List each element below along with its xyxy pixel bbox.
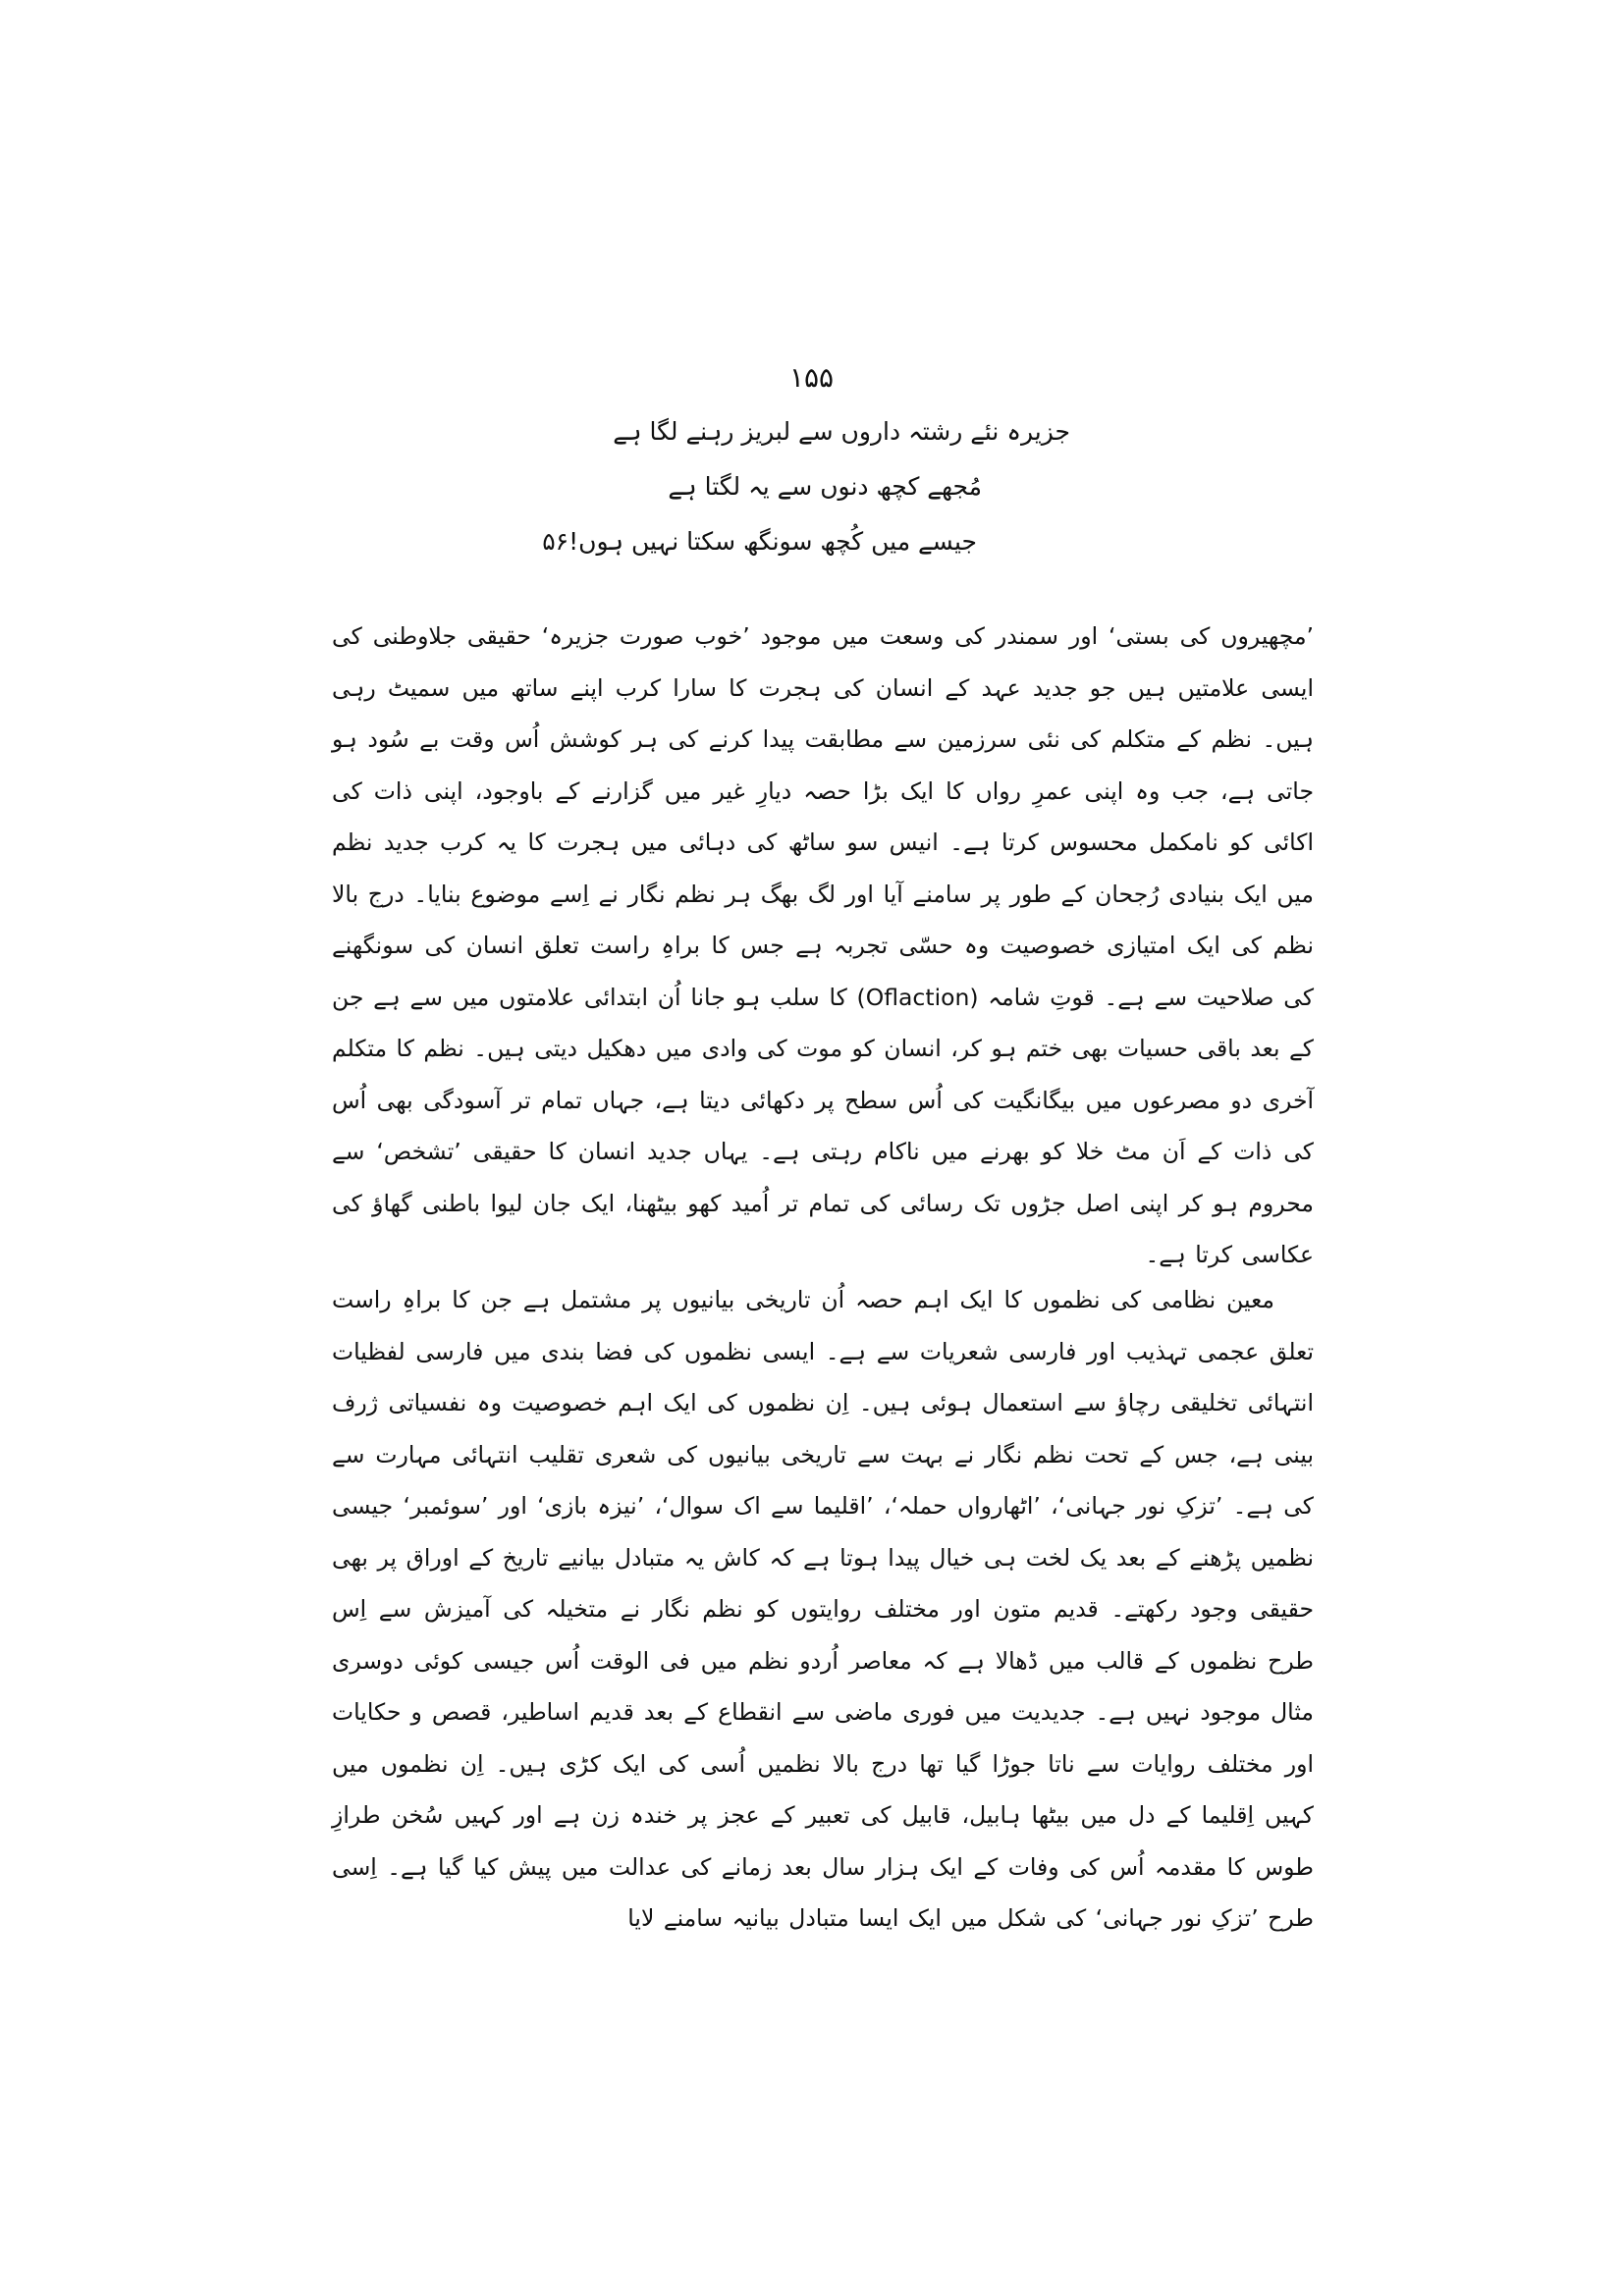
verse-line-3: جیسے میں کُچھ سونگھ سکتا نہیں ہوں!۵۶ [542,527,977,556]
verse-line-1: جزیرہ نئے رشتہ داروں سے لبریز رہنے لگا ہے [613,417,1070,446]
poem-excerpt [542,404,1070,569]
verse-line-2: مُجھے کچھ دنوں سے یہ لگتا ہے [668,472,982,501]
paragraph-2: معین نظامی کی نظموں کا ایک اہم حصہ اُن تاریخی بیانیوں پر مشتمل ہے جن کا براہِ راست تعلق عجمی تہذیب اور فارسی شعریات سے ہے۔ ایسی نظموں کی فضا بندی میں فارسی لفظیات انتہائی تخلیقی رچاؤ سے استعمال ہوئی ہیں۔ اِن نظموں کی ایک اہم خصوصیت وہ نفسیاتی ژرف بینی ہے، جس کے تحت نظم نگار نے بہت سے تاریخی بیانیوں کی شعری تقلیب انتہائی مہارت سے کی ہے۔ ’تزکِ نور جہانی‘، ’اٹھارواں حملہ‘، ’اقلیما سے اک سوال‘، ’نیزہ بازی‘ اور ’سوئمبر‘ جیسی نظمیں پڑھنے کے بعد یک لخت ہی خیال پیدا ہوتا ہے کہ کاش یہ متبادل بیانیے تاریخ کے اوراق پر بھی حقیقی وجود رکھتے۔ قدیم متون اور مختلف روایتوں کو نظم نگار نے متخیلہ کی آمیزش سے اِس طرح نظموں کے قالب میں ڈھالا ہے کہ معاصر اُردو نظم میں فی الوقت اُس جیسی کوئی دوسری مثال موجود نہیں ہے۔ جدیدیت میں فوری ماضی سے انقطاع کے بعد قدیم اساطیر، قصص و حکایات اور مختلف روایات سے ناتا جوڑا گیا تھا درج بالا نظمیں اُسی کی ایک کڑی ہیں۔ اِن نظموں میں کہیں اِقلیما کے دل میں بیٹھا ہابیل، قابیل کی تعبیر کے عجز پر خندہ زن ہے اور کہیں سُخن طرازِ طوس کا مقدمہ اُس کی وفات کے ایک ہزار سال بعد زمانے کی عدالت میں پیش کیا گیا ہے۔ اِسی طرح ’تزکِ نور جہانی‘ کی شکل میں ایک ایسا متبادل بیانیہ سامنے لایا [332,1286,1314,1932]
paragraph-1: ’مچھیروں کی بستی‘ اور سمندر کی وسعت میں موجود ’خوب صورت جزیرہ‘ حقیقی جلاوطنی کی ایسی علامتیں ہیں جو جدید عہد کے انسان کی ہجرت کا سارا کرب اپنے ساتھ میں سمیٹ رہی ہیں۔ نظم کے متکلم کی نئی سرزمین سے مطابقت پیدا کرنے کی ہر کوشش اُس وقت بے سُود ہو جاتی ہے، جب وہ اپنی عمرِ رواں کا ایک بڑا حصہ دیارِ غیر میں گزارنے کے باوجود، اپنی ذات کی اکائی کو نامکمل محسوس کرتا ہے۔ انیس سو ساٹھ کی دہائی میں ہجرت کا یہ کرب جدید نظم میں ایک بنیادی رُجحان کے طور پر سامنے آیا اور لگ بھگ ہر نظم نگار نے اِسے موضوع بنایا۔ درج بالا نظم کی ایک امتیازی خصوصیت وہ حسّی تجربہ ہے جس کا براہِ راست تعلق انسان کی سونگھنے کی صلاحیت سے ہے۔ قوتِ شامہ (Oflaction) کا سلب ہو جانا اُن ابتدائی علامتوں میں سے ہے جن کے بعد باقی حسیات بھی ختم ہو کر، انسان کو موت کی وادی میں دھکیل دیتی ہیں۔ نظم کا متکلم آخری دو مصرعوں میں بیگانگیت کی اُس سطح پر دکھائی دیتا ہے، جہاں تمام تر آسودگی بھی اُس کی ذات کے اَن مٹ خلا کو بھرنے میں ناکام رہتی ہے۔ یہاں جدید انسان کا حقیقی ’تشخص‘ سے محروم ہو کر اپنی اصل جڑوں تک رسائی کی تمام تر اُمید کھو بیٹھنا، ایک جان لیوا باطنی گھاؤ کی عکاسی کرتا ہے۔ [332,622,1315,1268]
page-number: ۱۵۵ [788,361,835,394]
